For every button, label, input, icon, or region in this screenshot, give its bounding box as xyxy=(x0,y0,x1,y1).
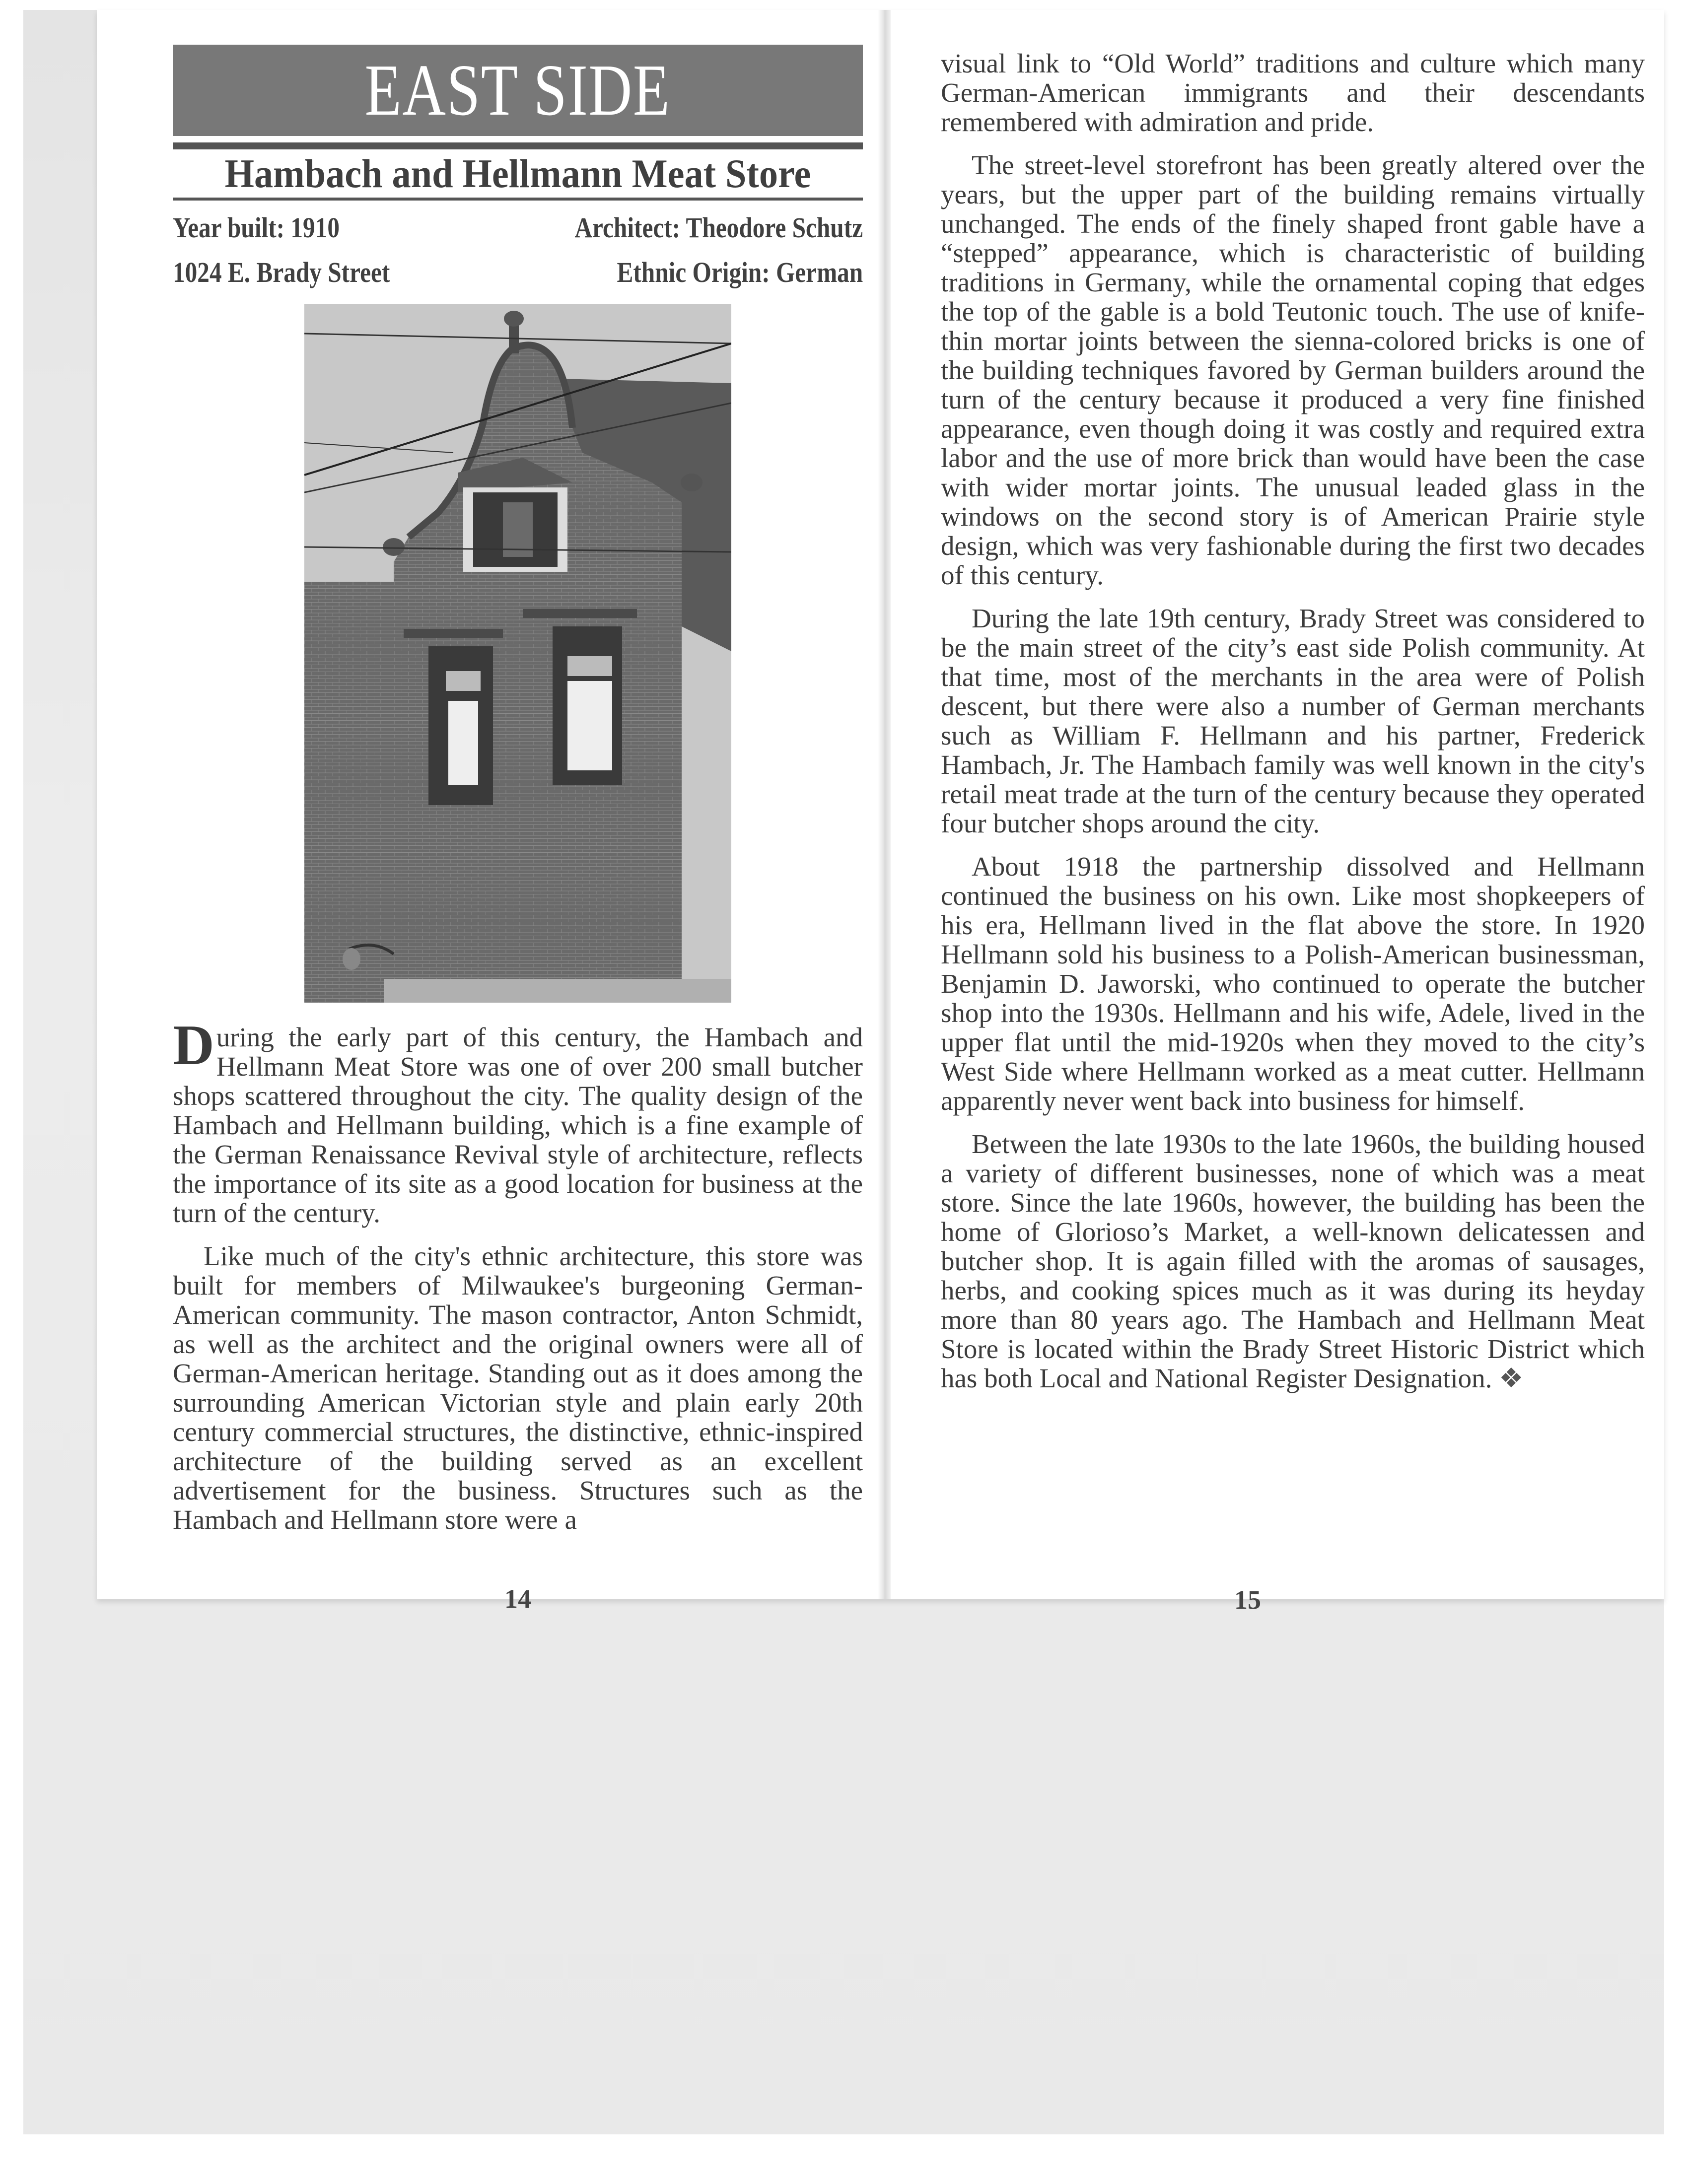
divider-thin xyxy=(173,198,863,201)
building-photo xyxy=(304,304,731,1003)
year-built: Year built: 1910 xyxy=(173,211,340,244)
building-photo-icon xyxy=(304,304,731,1003)
architect: Architect: Theodore Schutz xyxy=(574,211,863,244)
book-gutter xyxy=(878,10,891,1599)
end-ornament-icon: ❖ xyxy=(1499,1363,1524,1393)
paragraph: During the early part of this century, the Hambach and Hellmann Meat Store was one of over 200 small butcher shops scattered throughout the city. The quality design of the Hambach and Hellmann building, which is a fine example of the German Renaissance Revival style of architecture, reflects the importance of its site as a good location for business at the turn of the century. xyxy=(173,1014,863,1228)
divider-thick xyxy=(173,142,863,149)
paragraph: Like much of the city's ethnic architecture, this store was built for members of Milwaukee's burgeoning German-American community. The mason contractor, Anton Schmidt, as well as the architect and the original owners were all of German-American heritage. Standing out as it does among the surrounding American Victorian style and plain early 20th century commercial structures, the distinctive, ethnic-inspired architecture of the building served as an excellent advertisement for the business. Structures such as the Hambach and Hellmann store were a xyxy=(173,1241,863,1535)
paragraph: The street-level storefront has been greatly altered over the years, but the upper part of the building remains virtually unchanged. The ends of the finely shaped front gable have a “stepped” appearance, which is characteristic of building traditions in Germany, while the ornamental coping that edges the top of the gable is a bold Teutonic touch. The use of knife-thin mortar joints between the sienna-colored bricks is one of the building techniques favored by German builders around the turn of the century because it produced a very fine finished appearance, even though doing it was costly and required extra labor and the use of more brick than would have been the case with wider mortar joints. The unusual leaded glass in the windows on the second story is of American Prairie style design, which was very fashionable during the first two decades of this century. xyxy=(941,150,1645,590)
paragraph: visual link to “Old World” traditions and culture which many German-American immigrants and their descendants remembered with admiration and pride. xyxy=(941,48,1645,137)
paragraph: During the late 19th century, Brady Street was considered to be the main street of the city’s east side Polish community. At that time, most of the merchants in the area were of Polish descent, but there were also a number of German merchants such as William F. Hellmann and his partner, Frederick Hambach, Jr. The Hambach family was well known in the city's retail meat trade at the turn of the century because they operated four butcher shops around the city. xyxy=(941,603,1645,838)
right-page-body xyxy=(941,49,1645,1407)
section-title: EAST SIDE xyxy=(365,50,671,131)
page-number: 14 xyxy=(504,1584,531,1614)
page-number: 15 xyxy=(1234,1585,1261,1615)
section-banner xyxy=(173,45,863,136)
ethnic-origin: Ethnic Origin: German xyxy=(617,256,863,288)
left-page-body xyxy=(173,1014,863,1548)
paragraph: Between the late 1930s to the late 1960s, the building housed a variety of different businesses, none of which was a meat store. Since the late 1960s, however, the building has been the home of Glorioso’s Market, a well-known delicatessen and butcher shop. It is again filled with the aromas of sausages, herbs, and cooking spices much as it was during its heyday more than 80 years ago. The Hambach and Hellmann Meat Store is located within the Brady Street Historic District which has both Local and National Register Designation. ❖ xyxy=(941,1129,1645,1393)
drop-cap: D xyxy=(173,1014,214,1077)
address: 1024 E. Brady Street xyxy=(173,256,390,288)
building-name: Hambach and Hellmann Meat Store xyxy=(224,151,811,196)
paragraph: About 1918 the partnership dissolved and Hellmann continued the business on his own. Like most shopkeepers of his era, Hellmann lived in the flat above the store. In 1920 Hellmann sold his business to a Polish-American businessman, Benjamin D. Jaworski, who continued to operate the butcher shop into the 1930s. Hellmann and his wife, Adele, lived in the upper flat until the mid-1920s when they moved to the city’s West Side where Hellmann worked as a meat cutter. Hellmann apparently never went back into business for himself. xyxy=(941,851,1645,1116)
